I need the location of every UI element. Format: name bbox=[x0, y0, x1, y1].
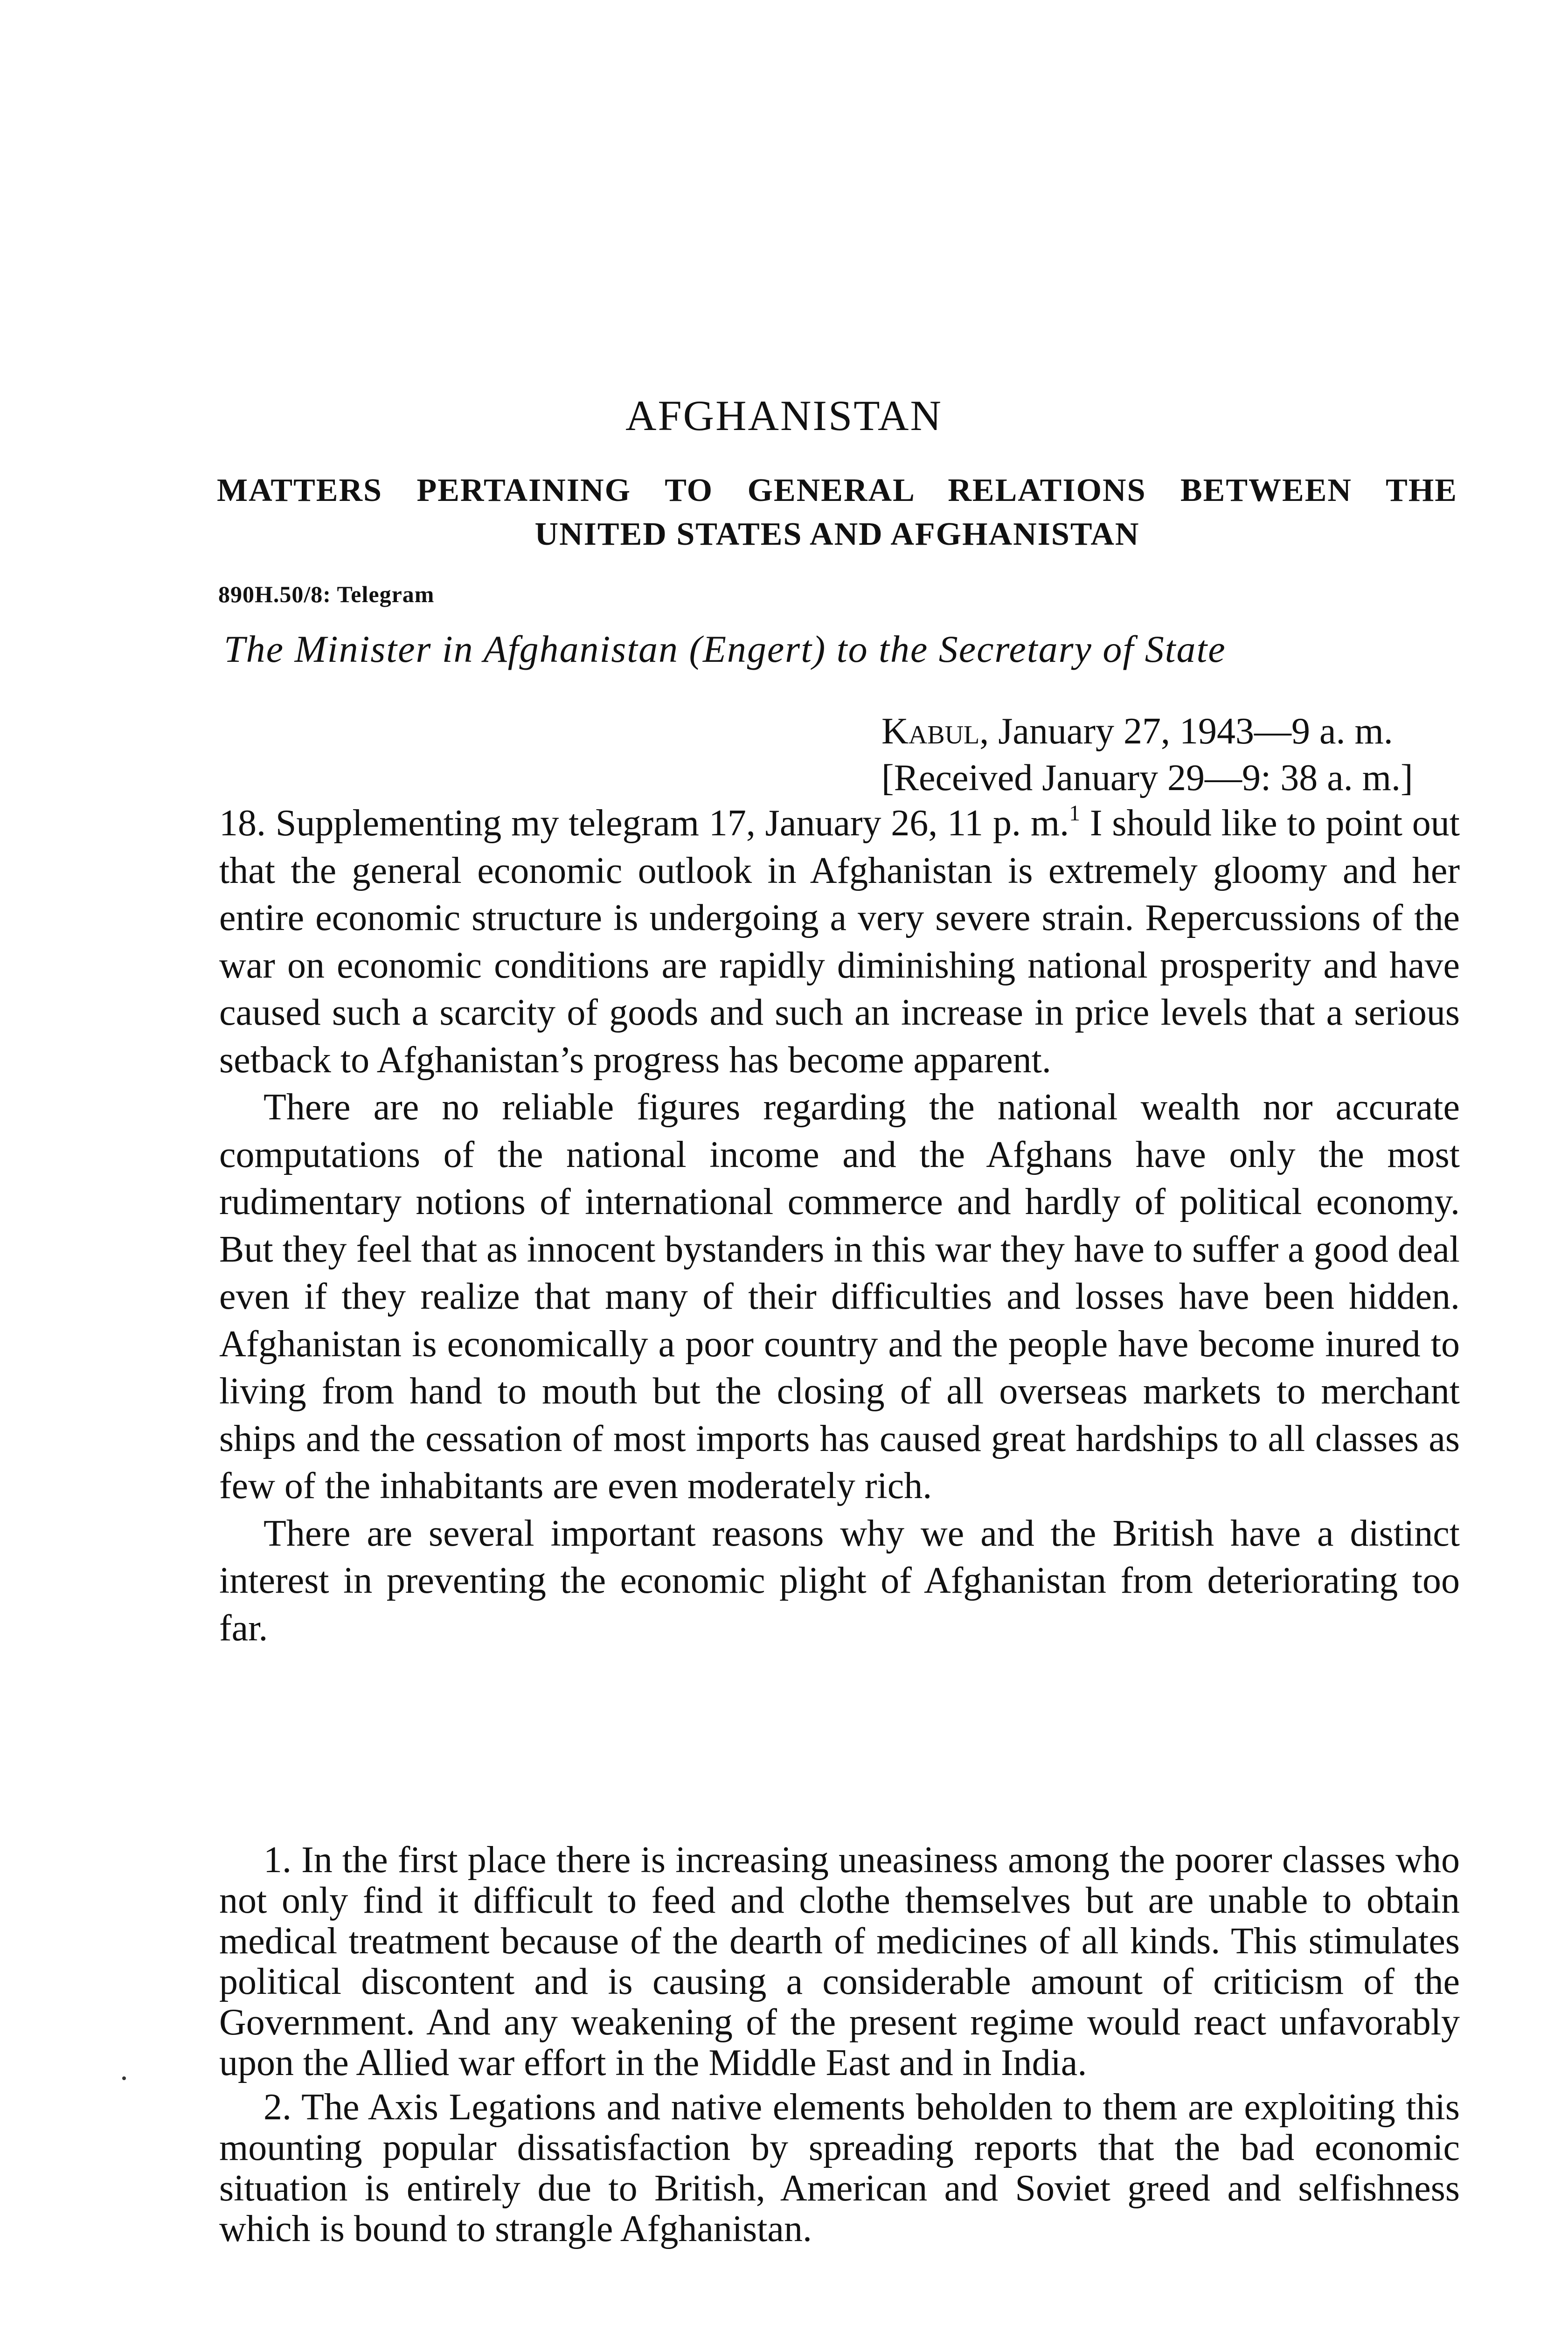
reason-item-2: 2. The Axis Legations and native elements beholden to them are exploiting this mounting popular dissatisfaction by spreading reports that the bad economic situation is entirely due to British, American and Soviet greed and selfishness which is bound to strangle Afghanistan. bbox=[219, 2087, 1460, 2249]
page-title: AFGHANISTAN bbox=[625, 392, 943, 439]
paragraph-1 bbox=[219, 800, 1460, 1084]
footnote-reference: 1 bbox=[1069, 801, 1081, 826]
section-subtitle bbox=[217, 469, 1457, 556]
dateline-sent bbox=[881, 708, 1467, 755]
paragraph-2: There are no reliable figures regarding the national wealth nor accurate computations of the national income and the Afghans have only the most rudimentary notions of international commerce and hardly of political economy. But they feel that as innocent bystanders in this war they have to suffer a good deal even if they realize that many of their difficulties and losses have been hidden. Afghanistan is economically a poor country and the people have become inured to living from hand to mouth but the closing of all overseas markets to merchant ships and the cessation of most imports has caused great hardships to all classes as few of the inhabitants are even moderately rich. bbox=[219, 1087, 1460, 1506]
dateline-date: , January 27, 1943—9 a. m. bbox=[979, 711, 1393, 752]
margin-mark bbox=[122, 2076, 126, 2080]
dateline-place: Kabul bbox=[881, 711, 980, 752]
telegram-body bbox=[219, 800, 1460, 1652]
subtitle-line-1: MATTERS PERTAINING TO GENERAL RELATIONS BETWEEN THE bbox=[217, 472, 1457, 508]
reason-item-1: 1. In the first place there is increasing uneasiness among the poorer classes who not only find it difficult to feed and clothe themselves but are unable to obtain medical treatment because of the dearth of medicines of all kinds. This stimulates political discontent and is causing a considerable amount of criticism of the Government. And any weakening of the present regime would react unfavorably upon the Allied war effort in the Middle East and in India. bbox=[219, 1839, 1460, 2083]
dateline-received: [Received January 29—9: 38 a. m.] bbox=[881, 757, 1413, 798]
paragraph-3: There are several important reasons why we and the British have a distinct interest in preventing the economic plight of Afghanistan from deteriorating too far. bbox=[219, 1513, 1460, 1649]
subtitle-line-2: UNITED STATES AND AFGHANISTAN bbox=[534, 516, 1140, 552]
paragraph-1-rest: I should like to point out that the general economic outlook in Afghanistan is extremely gloomy and her entire economic structure is undergoing a very severe strain. Repercussions of the war on economic conditions are rapidly diminishing national prosperity and have caused such a scarcity of goods and such an increase in price levels that a serious setback to Afghanistan’s progress has become apparent. bbox=[219, 803, 1460, 1081]
file-reference: 890H.50/8: Telegram bbox=[218, 581, 435, 607]
dateline bbox=[881, 708, 1467, 801]
telegram-heading: The Minister in Afghanistan (Engert) to the Secretary of State bbox=[224, 628, 1226, 670]
paragraph-1-start: 18. Supplementing my telegram 17, January 26, 11 p. m. bbox=[219, 803, 1069, 844]
numbered-reasons bbox=[219, 1840, 1460, 2249]
